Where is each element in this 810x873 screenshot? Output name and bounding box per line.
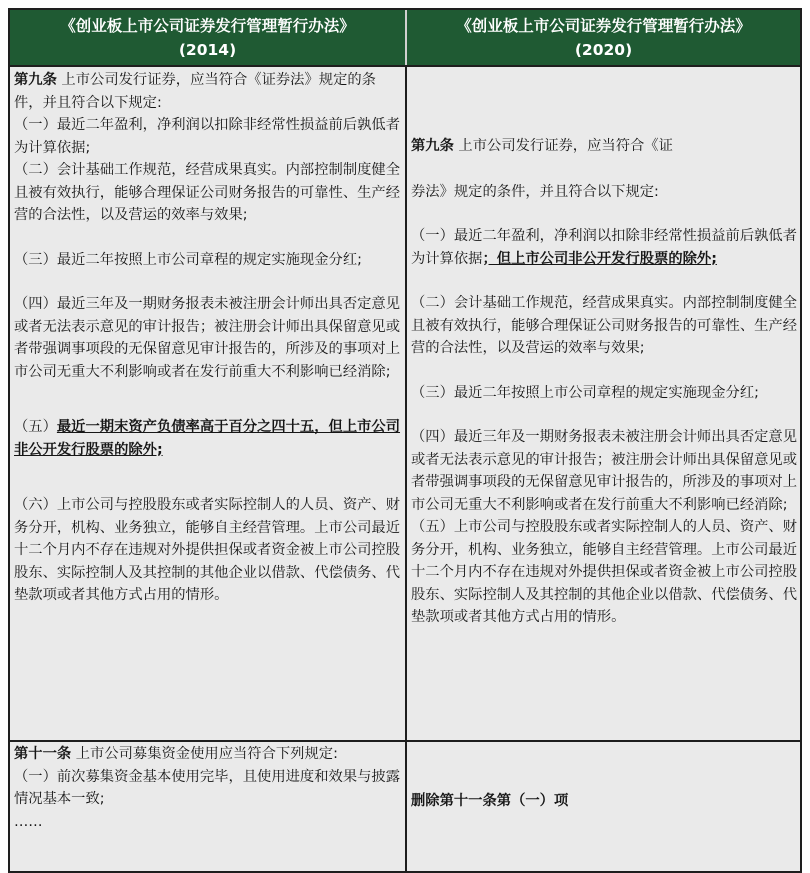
article-11-2014-intro: 第十一条 上市公司募集资金使用应当符合下列规定:: [14, 746, 338, 762]
header-left: [10, 10, 405, 65]
article-9-row: [10, 65, 800, 740]
item-2: （二）会计基础工作规范，经营成果真实。内部控制制度健全且被有效执行，能够合理保证公司财务报告的可靠性、生产经营的合法性，以及营运的效率与效果;: [14, 162, 401, 223]
item-2: （二）会计基础工作规范，经营成果真实。内部控制制度健全且被有效执行，能够合理保证公司财务报告的可靠性、生产经营的合法性，以及营运的效率与效果;: [411, 295, 798, 356]
article-9-2020-intro-2: 券法》规定的条件，并且符合以下规定:: [411, 183, 659, 200]
article-heading: 第九条: [411, 138, 454, 154]
item-3: （三）最近二年按照上市公司章程的规定实施现金分红;: [14, 251, 362, 268]
article-11-row: [10, 740, 800, 871]
comparison-table: [8, 8, 802, 873]
article-heading: 第十一条: [14, 746, 72, 762]
article-11-2014-cell: [10, 742, 405, 871]
right-title: 《创业板上市公司证券发行管理暂行办法》: [456, 17, 751, 35]
header-right: [405, 10, 800, 65]
right-year: (2020): [574, 41, 633, 59]
item-3: （三）最近二年按照上市公司章程的规定实施现金分红;: [411, 384, 759, 401]
item-5: （五）最近一期末资产负债率高于百分之四十五，但上市公司非公开发行股票的除外;: [14, 419, 401, 458]
article-9-2014-intro: 第九条 上市公司发行证券，应当符合《证券法》规定的条件，并且符合以下规定:: [14, 72, 376, 111]
article-9-2014-cell: [10, 67, 405, 740]
ellipsis: ……: [14, 813, 43, 830]
left-title: 《创业板上市公司证券发行管理暂行办法》: [60, 17, 355, 35]
article-heading: 第九条: [14, 72, 57, 88]
left-year: (2014): [178, 41, 237, 59]
deleted-condition: 最近一期末资产负债率高于百分之四十五，但上市公司非公开发行股票的除外;: [14, 419, 401, 458]
added-exception: ；但上市公司非公开发行股票的除外;: [482, 250, 717, 267]
article-9-2020-cell: [405, 67, 800, 740]
item-6: （六）上市公司与控股股东或者实际控制人的人员、资产、财务分开，机构、业务独立，能够自主经营管理。上市公司最近十二个月内不存在违规对外提供担保或者资金被上市公司控股股东、实际控制人及其控制的其他企业以借款、代偿债务、代垫款项或者其他方式占用的情形。: [14, 497, 401, 603]
item-1: （一）最近二年盈利，净利润以扣除非经常性损益前后孰低者为计算依据;: [14, 117, 401, 156]
item-5: （五）上市公司与控股股东或者实际控制人的人员、资产、财务分开，机构、业务独立，能够自主经营管理。上市公司最近十二个月内不存在违规对外提供担保或者资金被上市公司控股股东、实际控制人及其控制的其他企业以借款、代偿债务、代垫款项或者其他方式占用的情形。: [411, 519, 798, 625]
table-header: [10, 10, 800, 65]
article-11-2020-cell: [405, 742, 800, 871]
item-1: （一）最近二年盈利，净利润以扣除非经常性损益前后孰低者为计算依据；但上市公司非公开发行股票的除外;: [411, 228, 798, 267]
item-1: （一）前次募集资金基本使用完毕，且使用进度和效果与披露情况基本一致;: [14, 768, 401, 807]
item-4: （四）最近三年及一期财务报表未被注册会计师出具否定意见或者无法表示意见的审计报告；被注册会计师出具保留意见或者带强调事项段的无保留意见审计报告的，所涉及的事项对上市公司无重大不利影响或者在发行前重大不利影响已经消除;: [411, 429, 798, 513]
item-4: （四）最近三年及一期财务报表未被注册会计师出具否定意见或者无法表示意见的审计报告；被注册会计师出具保留意见或者带强调事项段的无保留意见审计报告的，所涉及的事项对上市公司无重大不利影响或者在发行前重大不利影响已经消除;: [14, 296, 401, 380]
deletion-note: 删除第十一条第（一）项: [411, 793, 569, 809]
article-9-2020-intro-1: 第九条 上市公司发行证券，应当符合《证: [411, 138, 673, 154]
